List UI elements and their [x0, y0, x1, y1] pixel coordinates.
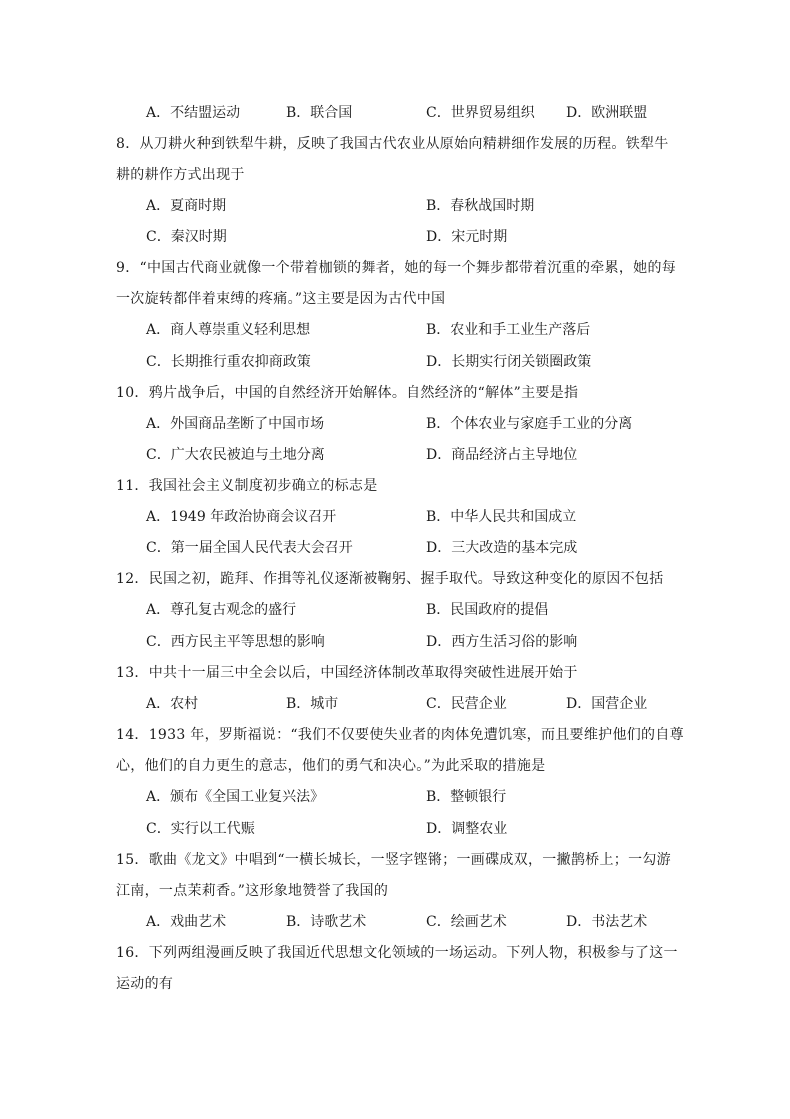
- q11-option-d: D．三大改造的基本完成: [426, 540, 578, 556]
- q13-option-d: D．国营企业: [566, 696, 648, 712]
- q7-option-a: A．不结盟运动: [146, 105, 241, 121]
- q14-option-b: B．整顿银行: [426, 789, 507, 805]
- q13-option-a: A．农村: [146, 696, 199, 712]
- q9-stem-line-1: 9．“中国古代商业就像一个带着枷锁的舞者，她的每一个舞步都带着沉重的牵累，她的每: [116, 260, 677, 276]
- q12-stem: 12．民国之初，跪拜、作揖等礼仪逐渐被鞠躬、握手取代。导致这种变化的原因不包括: [116, 571, 664, 587]
- q10-option-a: A．外国商品垄断了中国市场: [146, 416, 325, 432]
- q9-option-c: C．长期推行重农抑商政策: [146, 354, 311, 370]
- q11-stem: 11．我国社会主义制度初步确立的标志是: [116, 478, 378, 494]
- q8-stem-line-2: 耕的耕作方式出现于: [116, 167, 245, 183]
- q16-stem-line-1: 16．下列两组漫画反映了我国近代思想文化领域的一场运动。下列人物，积极参与了这一: [116, 945, 678, 961]
- q8-option-a: A．夏商时期: [146, 198, 227, 214]
- q10-option-c: C．广大农民被迫与土地分离: [146, 447, 325, 463]
- q15-option-c: C．绘画艺术: [426, 914, 507, 930]
- q12-option-d: D．西方生活习俗的影响: [426, 634, 578, 650]
- q10-stem: 10．鸦片战争后，中国的自然经济开始解体。自然经济的“解体”主要是指: [116, 385, 579, 401]
- q14-stem-line-1: 14．1933 年，罗斯福说：“我们不仅要使失业者的肉体免遭饥寒，而且要维护他们的自尊: [116, 727, 684, 743]
- q14-option-a: A．颁布《全国工业复兴法》: [146, 789, 325, 805]
- q10-option-d: D．商品经济占主导地位: [426, 447, 578, 463]
- q14-stem-line-2: 心，他们的自力更生的意志，他们的勇气和决心。”为此采取的措施是: [116, 758, 546, 774]
- q11-option-b: B．中华人民共和国成立: [426, 509, 577, 525]
- q13-stem: 13．中共十一届三中全会以后，中国经济体制改革取得突破性进展开始于: [116, 665, 578, 681]
- q12-option-c: C．西方民主平等思想的影响: [146, 634, 325, 650]
- q15-option-b: B．诗歌艺术: [286, 914, 367, 930]
- q15-option-a: A．戏曲艺术: [146, 914, 227, 930]
- q9-option-d: D．长期实行闭关锁圈政策: [426, 354, 592, 370]
- q11-option-c: C．第一届全国人民代表大会召开: [146, 540, 353, 556]
- q13-option-c: C．民营企业: [426, 696, 507, 712]
- q8-option-d: D．宋元时期: [426, 229, 508, 245]
- q8-stem-line-1: 8．从刀耕火种到铁犁牛耕，反映了我国古代农业从原始向精耕细作发展的历程。铁犁牛: [116, 136, 669, 152]
- q11-option-a: A．1949 年政治协商会议召开: [146, 509, 337, 525]
- q7-option-b: B．联合国: [286, 105, 353, 121]
- q14-option-d: D．调整农业: [426, 821, 508, 837]
- q9-option-b: B．农业和手工业生产落后: [426, 322, 591, 338]
- q12-option-b: B．民国政府的提倡: [426, 602, 549, 618]
- q15-stem-line-2: 江南，一点茉莉香。”这形象地赞誉了我国的: [116, 883, 389, 899]
- q9-stem-line-2: 一次旋转都伴着束缚的疼痛。”这主要是因为古代中国: [116, 291, 446, 307]
- q7-option-d: D．欧洲联盟: [566, 105, 648, 121]
- q8-option-c: C．秦汉时期: [146, 229, 227, 245]
- q16-stem-line-2: 运动的有: [116, 976, 174, 992]
- q15-option-d: D．书法艺术: [566, 914, 648, 930]
- q10-option-b: B．个体农业与家庭手工业的分离: [426, 416, 633, 432]
- q12-option-a: A．尊孔复古观念的盛行: [146, 602, 297, 618]
- q15-stem-line-1: 15．歌曲《龙文》中唱到“一横长城长，一竖字铿锵；一画碟成双，一撇鹊桥上；一勾游: [116, 852, 671, 868]
- q13-option-b: B．城市: [286, 696, 339, 712]
- q8-option-b: B．春秋战国时期: [426, 198, 535, 214]
- q7-option-c: C．世界贸易组织: [426, 105, 535, 121]
- q14-option-c: C．实行以工代赈: [146, 821, 255, 837]
- q9-option-a: A．商人尊崇重义轻利思想: [146, 322, 311, 338]
